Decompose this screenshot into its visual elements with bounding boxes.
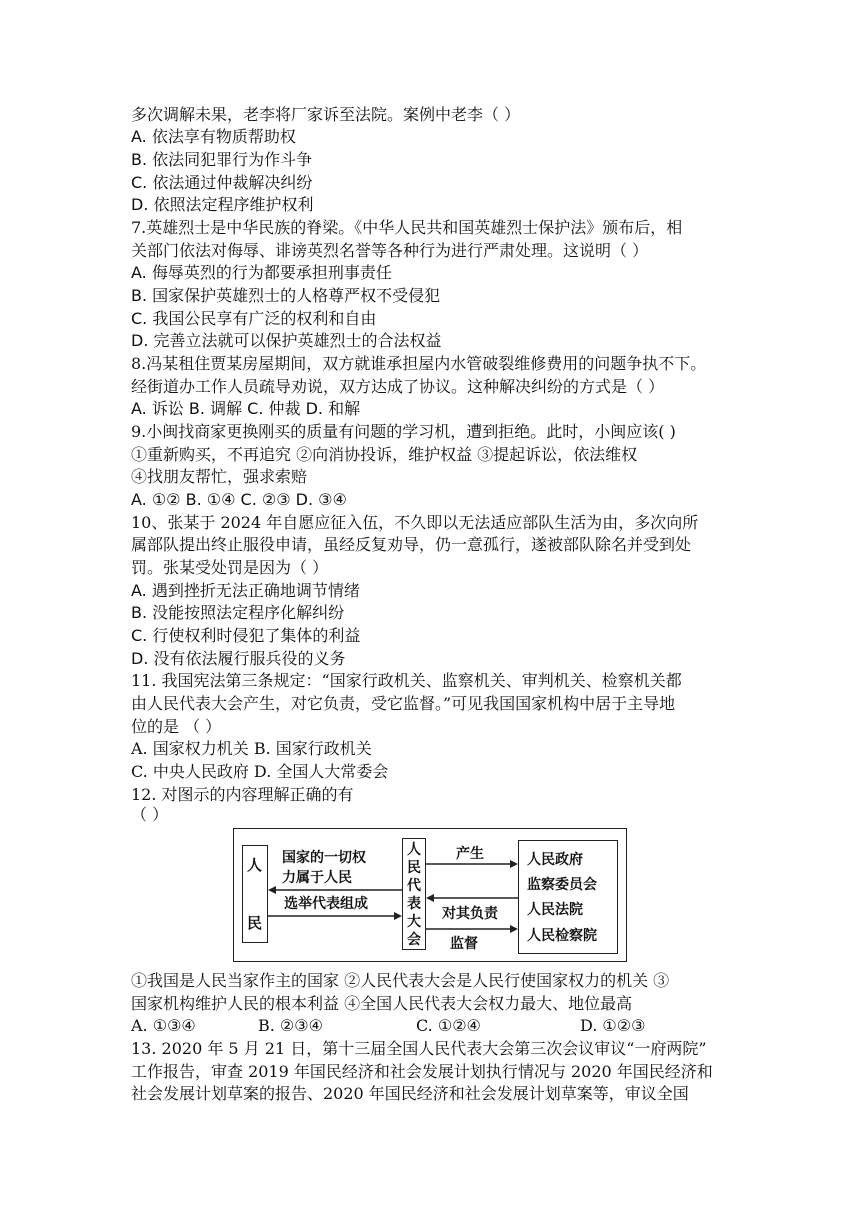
q12-blank: （ ） — [131, 805, 169, 824]
npc-label: 人 民 代 表 大 会 — [407, 842, 421, 948]
q11-stem: 11. 我国宪法第三条规定：“国家行政机关、监察机关、审判机关、检察机关都 — [131, 671, 682, 690]
supervise-label: 监督 — [450, 936, 478, 952]
q8-options: A. 诉讼 B. 调解 C. 仲裁 D. 和解 — [131, 399, 361, 418]
q9-statements: ④找朋友帮忙，强求索赔 — [131, 467, 308, 486]
q9-statements: ①重新购买，不再追究 ②向消协投诉，维护权益 ③提起诉讼，依法维权 — [131, 445, 638, 464]
q10-stem: 罚。张某受处罚是因为（ ） — [131, 558, 329, 577]
q10-stem: 10、张某于 2024 年自愿应征入伍，不久即以无法适应部队生活为由，多次向所 — [131, 513, 699, 532]
q10-option-a: A. 遇到挫折无法正确地调节情绪 — [131, 581, 360, 600]
q12-option-c: C. ①②④ — [416, 1016, 481, 1035]
organ-court: 人民法院 — [527, 902, 583, 918]
q10-option-b: B. 没能按照法定程序化解纠纷 — [131, 603, 345, 622]
q13-stem: 社会发展计划草案的报告、2020 年国民经济和社会发展计划草案等，审议全国 — [131, 1084, 689, 1103]
q8-stem: 8.冯某租住贾某房屋期间，双方就谁承担屋内水管破裂维修费用的问题争执不下。 — [131, 354, 707, 373]
q13-stem: 工作报告，审查 2019 年国民经济和社会发展计划执行情况与 2020 年国民经济和 — [131, 1062, 713, 1081]
q10-option-d: D. 没有依法履行服兵役的义务 — [131, 649, 346, 668]
q7-stem: 关部门依法对侮辱、诽谤英烈名誉等各种行为进行严肃处理。这说明（ ） — [131, 241, 649, 260]
power-belongs-label-1: 国家的一切权 — [282, 850, 366, 866]
q7-option-c: C. 我国公民享有广泛的权利和自由 — [131, 309, 377, 328]
organ-government: 人民政府 — [527, 852, 583, 868]
q12-option-a: A. ①③④ — [131, 1016, 196, 1035]
arrow-right-icon — [268, 911, 402, 921]
q7-option-d: D. 完善立法就可以保护英雄烈士的合法权益 — [131, 331, 442, 350]
q6-option-d: D. 依照法定程序维护权利 — [131, 195, 314, 214]
state-organs-diagram — [233, 828, 627, 962]
q12-option-d: D. ①②③ — [580, 1016, 646, 1035]
q12-stem: 12. 对图示的内容理解正确的有 — [131, 785, 354, 804]
q6-option-a: A. 依法享有物质帮助权 — [131, 127, 296, 146]
q13-stem: 13. 2020 年 5 月 21 日，第十三届全国人民代表大会第三次会议审议“一府两院” — [131, 1039, 707, 1058]
q12-option-b: B. ②③④ — [258, 1016, 323, 1035]
organ-supervision: 监察委员会 — [527, 877, 597, 893]
arrow-left-icon — [426, 893, 518, 903]
q9-stem: 9.小闽找商家更换刚买的质量有问题的学习机，遭到拒绝。此时，小闽应该( ) — [131, 422, 676, 441]
people-label-1: 人 — [247, 856, 263, 874]
power-belongs-label-2: 力属于人民 — [282, 870, 352, 886]
q6-option-b: B. 依法同犯罪行为作斗争 — [131, 150, 313, 169]
q6-option-c: C. 依法通过仲裁解决纠纷 — [131, 173, 313, 192]
q11-options: C. 中央人民政府 D. 全国人大常委会 — [131, 762, 389, 781]
people-label-2: 民 — [247, 914, 263, 932]
elect-deputies-label: 选举代表组成 — [284, 896, 368, 912]
people-box — [242, 845, 268, 943]
q11-options: A. 国家权力机关 B. 国家行政机关 — [131, 739, 372, 758]
organ-procuratorate: 人民检察院 — [527, 928, 597, 944]
q7-option-a: A. 侮辱英烈的行为都要承担刑事责任 — [131, 263, 392, 282]
q7-option-b: B. 国家保护英雄烈士的人格尊严权不受侵犯 — [131, 286, 441, 305]
q8-stem: 经街道办工作人员疏导劝说，双方达成了协议。这种解决纠纷的方式是（ ） — [131, 377, 665, 396]
npc-box — [402, 838, 426, 950]
produce-label: 产生 — [456, 846, 484, 862]
q12-statements: 国家机构维护人民的根本利益 ④全国人民代表大会权力最大、地位最高 — [131, 994, 633, 1013]
q7-stem: 7.英雄烈士是中华民族的脊梁。《中华人民共和国英雄烈士保护法》颁布后，相 — [131, 218, 683, 237]
responsible-label: 对其负责 — [442, 906, 498, 922]
q11-stem: 位的是 （ ） — [131, 717, 222, 736]
arrow-right-icon — [426, 859, 518, 869]
q6-stem-end: 多次调解未果，老李将厂家诉至法院。案例中老李（ ） — [131, 105, 521, 124]
q11-stem: 由人民代表大会产生，对它负责，受它监督。”可见我国国家机构中居于主导地 — [131, 694, 676, 713]
q9-options: A. ①② B. ①④ C. ②③ D. ③④ — [131, 490, 347, 509]
q10-option-c: C. 行使权利时侵犯了集体的利益 — [131, 626, 361, 645]
q10-stem: 属部队提出终止服役申请，虽经反复劝导，仍一意孤行，遂被部队除名并受到处 — [131, 535, 692, 554]
q12-statements: ①我国是人民当家作主的国家 ②人民代表大会是人民行使国家权力的机关 ③ — [131, 971, 670, 990]
state-organs-box — [518, 840, 618, 954]
